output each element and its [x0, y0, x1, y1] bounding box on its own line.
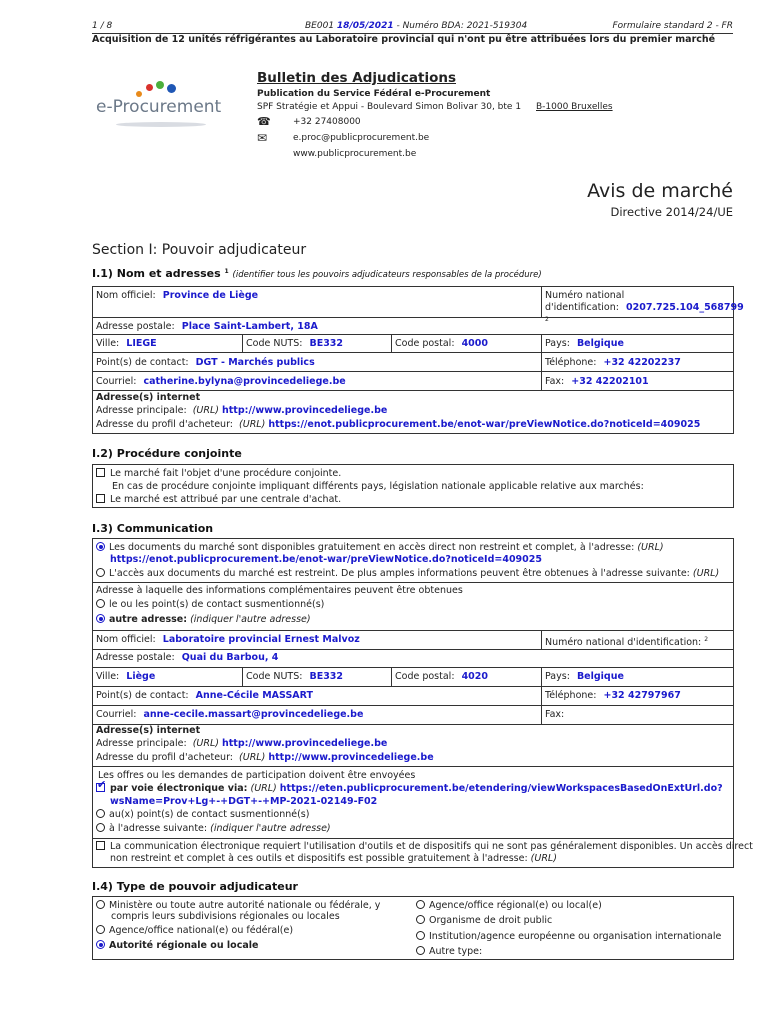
- phone-label: Téléphone:: [545, 357, 597, 368]
- other-type-radio[interactable]: [416, 946, 425, 955]
- i1-postcode-cell: [395, 338, 488, 350]
- contact-value: Anne-Cécile MASSART: [195, 690, 314, 701]
- mail-icon: ✉: [257, 131, 268, 145]
- i3-email-cell: [96, 709, 363, 721]
- email-label: Courriel:: [96, 709, 137, 720]
- official-name-value: Laboratoire provincial Ernest Malvoz: [162, 634, 360, 645]
- section-title: Section I: Pouvoir adjudicateur: [92, 242, 307, 258]
- i3-info-opt1-row: [96, 599, 324, 611]
- bulletin-phone: +32 27408000: [293, 117, 361, 127]
- restricted-access-radio[interactable]: [96, 568, 105, 577]
- logo-dot-blue: [167, 84, 176, 93]
- bulletin-email[interactable]: e.proc@publicprocurement.be: [293, 133, 430, 143]
- url-tag: (URL): [192, 738, 219, 749]
- i3-fax-cell: [545, 709, 564, 721]
- ministry-label-line2: compris leurs subdivisions régionales ou locales: [111, 911, 340, 922]
- i1-main-address-row: [96, 405, 387, 417]
- phone-value: +32 42797967: [603, 690, 681, 701]
- i3-postcode-cell: [395, 671, 488, 683]
- postal-address-value: Place Saint-Lambert, 18A: [181, 321, 318, 332]
- i1-phone-cell: [545, 357, 681, 369]
- i4-opt6-row: [416, 931, 721, 943]
- i4-opt4-row: [416, 900, 602, 912]
- i3-offers-electronic-row: [96, 783, 723, 795]
- postcode-label: Code postal:: [395, 338, 455, 349]
- notice-title: Avis de marché: [587, 180, 733, 202]
- free-access-link[interactable]: https://enot.publicprocurement.be/enot-war/preViewNotice.do?noticeId=409025: [110, 554, 542, 565]
- i3-city-cell: [96, 671, 155, 683]
- email-value[interactable]: catherine.bylyna@provincedeliege.be: [143, 376, 346, 387]
- main-address-link[interactable]: http://www.provincedeliege.be: [222, 738, 388, 749]
- regional-agency-radio[interactable]: [416, 900, 425, 909]
- i3-tools-row: [96, 841, 753, 853]
- url-tag: (URL): [637, 542, 664, 553]
- i1-national-id-label: [545, 290, 625, 329]
- nuts-label: Code NUTS:: [246, 671, 303, 682]
- logo-text: e-Procurement: [96, 97, 222, 117]
- phone-value: +32 42202237: [603, 357, 681, 368]
- country-value: Belgique: [576, 671, 624, 682]
- i1-buyer-profile-row: [96, 419, 700, 431]
- contact-label: Point(s) de contact:: [96, 690, 189, 701]
- city-label: Ville:: [96, 338, 120, 349]
- buyer-profile-link[interactable]: https://enot.publicprocurement.be/enot-war/preViewNotice.do?noticeId=409025: [268, 419, 701, 430]
- i3-info-label: Adresse à laquelle des informations complémentaires peuvent être obtenues: [96, 585, 463, 596]
- i3-official-name-row: [96, 634, 360, 646]
- i3-offers-label: Les offres ou les demandes de participation doivent être envoyées: [98, 770, 416, 781]
- joint-procedure-label: Le marché fait l'objet d'une procédure conjointe.: [110, 468, 342, 479]
- i1-note: (identifier tous les pouvoirs adjudicateurs responsables de la procédure): [232, 270, 542, 280]
- national-id-sup: 2: [545, 316, 549, 323]
- postal-address-value: Quai du Barbou, 4: [181, 652, 279, 663]
- i3-nuts-cell: [246, 671, 343, 683]
- bda-number: - Numéro BDA: 2021-519304: [396, 21, 528, 31]
- i1-contact-cell: [96, 357, 315, 369]
- buyer-profile-link[interactable]: http://www.provincedeliege.be: [268, 752, 434, 763]
- special-tools-checkbox[interactable]: [96, 841, 105, 850]
- phone-icon: ☎: [257, 115, 271, 128]
- nuts-label: Code NUTS:: [246, 338, 303, 349]
- info-other-address-radio[interactable]: [96, 614, 105, 623]
- national-id-label: Numéro national d'identification:: [545, 637, 702, 648]
- offers-other-address-label: à l'adresse suivante:: [109, 823, 208, 834]
- nuts-value: BE332: [309, 338, 344, 349]
- main-address-label: Adresse principale:: [96, 738, 187, 749]
- postcode-label: Code postal:: [395, 671, 455, 682]
- url-tag: (URL): [239, 752, 266, 763]
- regional-agency-label: Agence/office régional(e) ou local(e): [429, 900, 602, 911]
- doc-ref: BE001: [305, 21, 335, 31]
- regional-authority-label: Autorité régionale ou locale: [109, 940, 259, 951]
- bulletin-website[interactable]: www.publicprocurement.be: [293, 149, 417, 159]
- postcode-value: 4020: [461, 671, 489, 682]
- contact-value: DGT - Marchés publics: [195, 357, 315, 368]
- ministry-label-line1: Ministère ou toute autre autorité nationale ou fédérale, y: [109, 900, 381, 911]
- i3-tools-line2-row: [110, 853, 557, 865]
- offers-other-address-note: (indiquer l'autre adresse): [210, 823, 331, 834]
- national-id-sup: 2: [704, 636, 709, 643]
- city-value: Liège: [126, 671, 156, 682]
- i3-main-address-row: [96, 738, 387, 750]
- offers-electronic-label: par voie électronique via:: [110, 783, 248, 794]
- i1-internet-label: Adresse(s) internet: [96, 392, 201, 403]
- main-address-link[interactable]: http://www.provincedeliege.be: [222, 405, 388, 416]
- country-value: Belgique: [576, 338, 624, 349]
- url-tag: (URL): [530, 853, 557, 864]
- i2-heading: I.2) Procédure conjointe: [92, 447, 242, 460]
- regional-authority-radio[interactable]: [96, 940, 105, 949]
- fax-label: Fax:: [545, 376, 565, 387]
- info-contact-point-radio[interactable]: [96, 599, 105, 608]
- i3-restricted-row: [96, 568, 719, 580]
- logo-dot-red: [146, 84, 153, 91]
- postal-address-label: Adresse postale:: [96, 652, 175, 663]
- public-law-body-label: Organisme de droit public: [429, 915, 553, 926]
- bulletin-address: SPF Stratégie et Appui - Boulevard Simon Bolivar 30, bte 1: [257, 102, 522, 112]
- i3-buyer-profile-row: [96, 752, 434, 764]
- procurement-subject: Acquisition de 12 unités réfrigérantes au Laboratoire provincial qui n'ont pu être attribuées lors du premier marché: [92, 34, 716, 45]
- url-tag: (URL): [250, 783, 277, 794]
- document-reference: [305, 21, 527, 31]
- email-value[interactable]: anne-cecile.massart@provincedeliege.be: [143, 709, 364, 720]
- country-label: Pays:: [545, 338, 570, 349]
- postcode-value: 4000: [461, 338, 489, 349]
- national-agency-radio[interactable]: [96, 925, 105, 934]
- national-id-label-text: Numéro national d'identification:: [545, 290, 625, 313]
- url-tag: (URL): [192, 405, 219, 416]
- special-tools-line2: non restreint et complet à ces outils et dispositifs est possible gratuitement à l'adresse:: [110, 853, 528, 864]
- ministry-radio[interactable]: [96, 900, 105, 909]
- official-name-label: Nom officiel:: [96, 290, 156, 301]
- i1-city-cell: [96, 338, 157, 350]
- special-tools-line1: La communication électronique requiert l'utilisation d'outils et de dispositifs qui ne sont pas généralement disponibles. Un accès direct: [110, 841, 753, 852]
- offers-url-line2[interactable]: wsName=Prov+Lg+-+DGT+-+MP-2021-02149-F02: [110, 796, 378, 807]
- i4-opt3-row: [96, 940, 258, 952]
- free-access-radio[interactable]: [96, 542, 105, 551]
- i1-nuts-cell: [246, 338, 343, 350]
- city-value: LIEGE: [126, 338, 157, 349]
- bulletin-title: Bulletin des Adjudications: [257, 70, 457, 86]
- main-address-label: Adresse principale:: [96, 405, 187, 416]
- offers-url-line1[interactable]: https://eten.publicprocurement.be/etendering/viewWorkspacesBasedOnExtUrl.do?: [279, 783, 723, 794]
- offers-other-address-radio[interactable]: [96, 823, 105, 832]
- i4-opt5-row: [416, 915, 552, 927]
- restricted-access-label: L'accès aux documents du marché est restreint. De plus amples informations peuvent être obtenues à l'adresse suivante:: [109, 568, 690, 579]
- e-procurement-logo: [96, 78, 222, 134]
- national-agency-label: Agence/office national(e) ou fédéral(e): [109, 925, 294, 936]
- i4-heading: I.4) Type de pouvoir adjudicateur: [92, 880, 298, 893]
- i2-joint-row: [96, 468, 341, 480]
- joint-procedure-checkbox[interactable]: [96, 468, 105, 477]
- logo-swoosh: [116, 122, 206, 127]
- i1-official-name-row: [96, 290, 258, 302]
- form-type: Formulaire standard 2 - FR: [612, 21, 733, 31]
- i2-central-row: [96, 494, 341, 506]
- postal-address-label: Adresse postale:: [96, 321, 175, 332]
- i3-internet-label: Adresse(s) internet: [96, 725, 201, 736]
- central-purchasing-label: Le marché est attribué par une centrale d'achat.: [110, 494, 342, 505]
- buyer-profile-label: Adresse du profil d'acheteur:: [96, 419, 234, 430]
- i1-national-id-value: 0207.725.104_568799: [626, 302, 744, 313]
- i1-country-cell: [545, 338, 624, 350]
- i1-email-cell: [96, 376, 346, 388]
- country-label: Pays:: [545, 671, 570, 682]
- offers-contact-point-label: au(x) point(s) de contact susmentionné(s): [109, 809, 310, 820]
- i3-national-id-cell: [545, 634, 708, 649]
- buyer-profile-label: Adresse du profil d'acheteur:: [96, 752, 234, 763]
- info-other-address-label: autre adresse:: [109, 614, 188, 625]
- url-tag: (URL): [692, 568, 720, 579]
- fax-value: +32 42202101: [571, 376, 649, 387]
- official-name-label: Nom officiel:: [96, 634, 156, 645]
- i3-postal-address-row: [96, 652, 278, 664]
- central-purchasing-checkbox[interactable]: [96, 494, 105, 503]
- notice-directive: Directive 2014/24/UE: [610, 205, 733, 219]
- public-law-body-radio[interactable]: [416, 915, 425, 924]
- info-contact-point-label: le ou les point(s) de contact susmentionné(s): [109, 599, 325, 610]
- official-name-value: Province de Liège: [162, 290, 259, 301]
- nuts-value: BE332: [309, 671, 344, 682]
- i3-offers-opt2-row: [96, 809, 309, 821]
- european-institution-label: Institution/agence européenne ou organisation internationale: [429, 931, 722, 942]
- i3-heading: I.3) Communication: [92, 522, 214, 535]
- i3-info-opt2-row: [96, 614, 311, 626]
- i3-country-cell: [545, 671, 624, 683]
- i1-heading: [92, 267, 542, 280]
- bulletin-city: B-1000 Bruxelles: [536, 102, 613, 112]
- i1-fax-cell: [545, 376, 649, 388]
- i4-opt2-row: [96, 925, 293, 937]
- i3-free-access-row: [96, 542, 664, 554]
- other-type-label: Autre type:: [429, 946, 483, 957]
- offers-electronic-checkbox[interactable]: [96, 783, 105, 792]
- page-number: 1 / 8: [92, 21, 113, 31]
- i4-opt7-row: [416, 946, 482, 958]
- contact-label: Point(s) de contact:: [96, 357, 189, 368]
- logo-dot-green: [156, 81, 164, 89]
- offers-contact-point-radio[interactable]: [96, 809, 105, 818]
- email-label: Courriel:: [96, 376, 137, 387]
- bulletin-subtitle: Publication du Service Fédéral e-Procurement: [257, 89, 491, 99]
- info-other-address-note: (indiquer l'autre adresse): [190, 614, 311, 625]
- city-label: Ville:: [96, 671, 120, 682]
- i3-offers-opt3-row: [96, 823, 331, 835]
- free-access-label: Les documents du marché sont disponibles gratuitement en accès direct non restreint et complet, à l'adresse:: [109, 542, 635, 553]
- doc-date: 18/05/2021: [336, 21, 394, 31]
- phone-label: Téléphone:: [545, 690, 597, 701]
- i1-postal-address-row: [96, 321, 318, 333]
- url-tag: (URL): [239, 419, 266, 430]
- i2-joint-note: En cas de procédure conjointe impliquant différents pays, législation nationale applicable relative aux marchés:: [112, 481, 644, 492]
- i3-phone-cell: [545, 690, 681, 702]
- i3-contact-cell: [96, 690, 313, 702]
- european-institution-radio[interactable]: [416, 931, 425, 940]
- fax-label: Fax:: [545, 709, 565, 720]
- i1-heading-text: I.1) Nom et adresses: [92, 267, 221, 280]
- i1-heading-sup: 1: [224, 268, 229, 275]
